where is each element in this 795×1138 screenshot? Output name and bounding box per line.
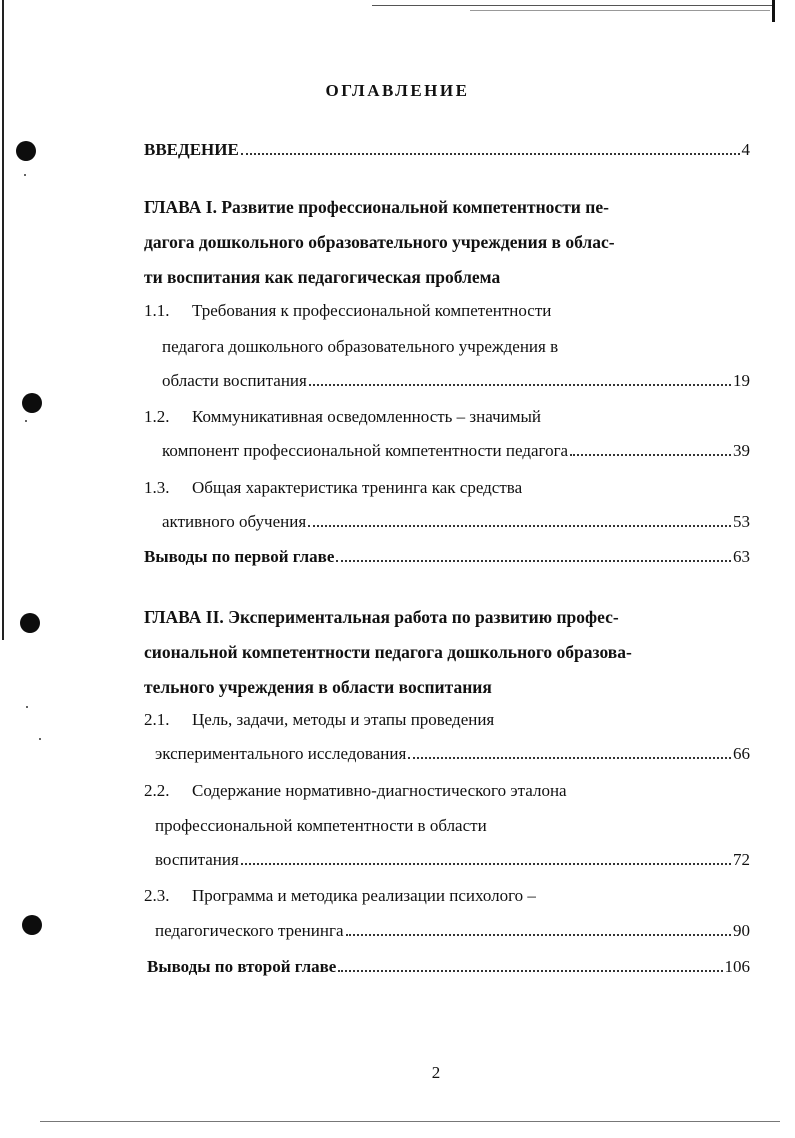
section-title: компонент профессиональной компетентности педагога xyxy=(162,441,569,460)
toc-entry-page: 72 xyxy=(733,850,750,869)
section-title: педагогического тренинга xyxy=(155,921,344,940)
dot-leader xyxy=(241,849,731,865)
scan-edge-bottom xyxy=(40,1121,780,1122)
toc-entry-page: 90 xyxy=(733,921,750,940)
toc-entry-2-2-line3[interactable] xyxy=(155,849,750,871)
section-number: 2.2. xyxy=(144,781,170,800)
punch-hole xyxy=(22,915,42,935)
section-title: Требования к профессиональной компетентности xyxy=(192,301,552,320)
toc-entry-1-1-line3[interactable] xyxy=(162,370,750,392)
section-title: активного обучения xyxy=(162,512,307,531)
toc-entry-1-1-line2: педагога дошкольного образовательного учреждения в xyxy=(162,337,559,356)
toc-entry-page: 4 xyxy=(741,140,750,159)
punch-hole xyxy=(22,393,42,413)
dot-leader xyxy=(408,743,731,759)
dot-leader xyxy=(346,920,732,936)
toc-entry-1-3-line1[interactable] xyxy=(144,477,522,499)
toc-entry-label: ВВЕДЕНИЕ xyxy=(144,140,239,159)
dot-leader xyxy=(338,956,722,972)
toc-entry-page: 39 xyxy=(733,441,750,460)
scan-speck xyxy=(24,174,26,176)
toc-entry-2-3-line2[interactable] xyxy=(155,920,750,942)
toc-entry-chapter2-conclusion[interactable] xyxy=(147,956,750,978)
punch-hole xyxy=(20,613,40,633)
dot-leader xyxy=(308,511,731,527)
section-number: 2.3. xyxy=(144,886,170,905)
toc-entry-page: 66 xyxy=(733,744,750,763)
scan-edge-top-secondary xyxy=(470,10,770,11)
toc-title: ОГЛАВЛЕНИЕ xyxy=(325,81,470,100)
dot-leader xyxy=(570,440,731,456)
section-title: экспериментального исследования xyxy=(155,744,407,763)
toc-entry-2-2-line2: профессиональной компетентности в области xyxy=(155,816,487,835)
toc-entry-chapter1-conclusion[interactable] xyxy=(144,546,750,568)
section-title: Цель, задачи, методы и этапы проведения xyxy=(192,710,495,729)
scan-edge-top xyxy=(372,5,772,6)
section-number: 1.1. xyxy=(144,301,170,320)
toc-entry-page: 106 xyxy=(724,957,750,976)
scan-speck xyxy=(26,706,28,708)
toc-entry-label: Выводы по второй главе xyxy=(147,957,337,976)
section-number: 1.2. xyxy=(144,407,170,426)
dot-leader xyxy=(241,139,740,155)
page-number: 2 xyxy=(431,1063,441,1082)
section-title: Программа и методика реализации психолого – xyxy=(192,886,536,905)
chapter1-heading-line: ти воспитания как педагогическая проблема xyxy=(144,267,501,287)
section-number: 2.1. xyxy=(144,710,170,729)
section-title: Общая характеристика тренинга как средства xyxy=(192,478,523,497)
punch-hole xyxy=(16,141,36,161)
chapter2-heading-line: тельного учреждения в области воспитания xyxy=(144,677,492,697)
chapter2-heading[interactable] xyxy=(144,600,720,705)
toc-entry-2-1-line1[interactable] xyxy=(144,709,494,731)
toc-entry-page: 63 xyxy=(733,547,750,566)
chapter1-heading-line: дагога дошкольного образовательного учреждения в облас- xyxy=(144,232,615,252)
section-title: области воспитания xyxy=(162,371,307,390)
toc-entry-page: 19 xyxy=(733,371,750,390)
chapter2-heading-line: ГЛАВА II. Экспериментальная работа по развитию профес- xyxy=(144,607,619,627)
section-number: 1.3. xyxy=(144,478,170,497)
scan-corner-mark xyxy=(772,0,775,22)
toc-entry-label: Выводы по первой главе xyxy=(144,547,335,566)
section-title: воспитания xyxy=(155,850,239,869)
chapter1-heading-line: ГЛАВА I. Развитие профессиональной компетентности пе- xyxy=(144,197,609,217)
toc-entry-intro[interactable] xyxy=(144,139,750,161)
section-title: Содержание нормативно-диагностического эталона xyxy=(192,781,567,800)
toc-entry-1-2-line1[interactable] xyxy=(144,406,541,428)
toc-entry-2-2-line1[interactable] xyxy=(144,780,567,802)
scan-speck xyxy=(39,738,41,740)
section-title: Коммуникативная осведомленность – значимый xyxy=(192,407,542,426)
dot-leader xyxy=(309,370,731,386)
scan-speck xyxy=(25,420,27,422)
toc-entry-1-2-line2[interactable] xyxy=(162,440,750,462)
toc-entry-2-1-line2[interactable] xyxy=(155,743,750,765)
chapter1-heading[interactable] xyxy=(144,190,720,295)
toc-entry-page: 53 xyxy=(733,512,750,531)
dot-leader xyxy=(336,546,731,562)
toc-entry-1-3-line2[interactable] xyxy=(162,511,750,533)
toc-entry-1-1-line1[interactable] xyxy=(144,300,551,322)
toc-entry-2-3-line1[interactable] xyxy=(144,885,536,907)
chapter2-heading-line: сиональной компетентности педагога дошкольного образова- xyxy=(144,642,632,662)
